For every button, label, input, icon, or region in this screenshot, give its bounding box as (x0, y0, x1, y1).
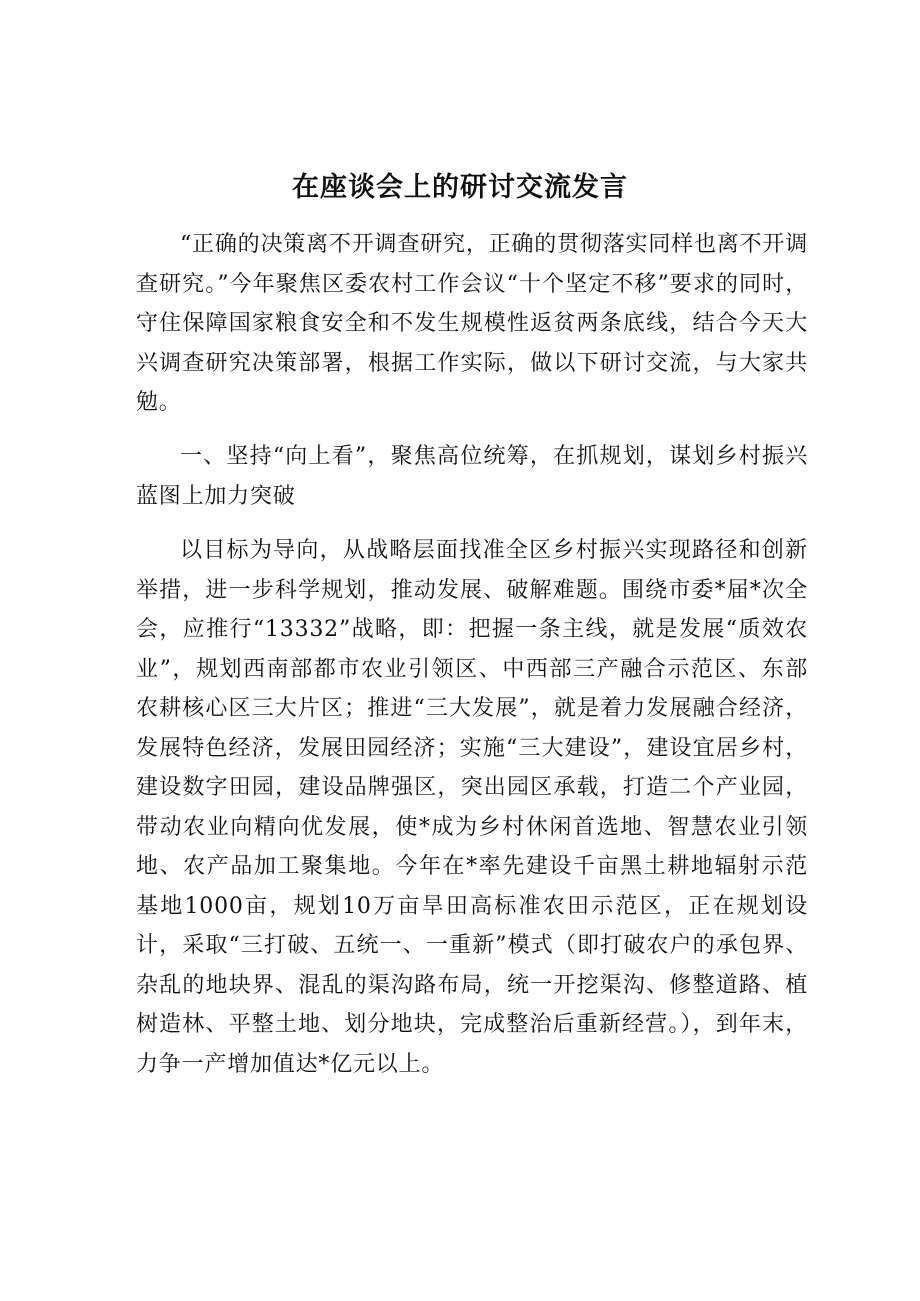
intro-paragraph: “正确的决策离不开调查研究，正确的贯彻落实同样也离不开调查研究。”今年聚焦区委农村工作会议“十个坚定不移”要求的同时，守住保障国家粮食安全和不发生规模性返贫两条底线，结合今天大兴调查研究决策部署，根据工作实际，做以下研讨交流，与大家共勉。 (136, 232, 808, 415)
document-title: 在座谈会上的研讨交流发言 (292, 172, 628, 203)
section-heading-1: 一、坚持“向上看”，聚焦高位统筹，在抓规划，谋划乡村振兴蓝图上加力突破 (136, 444, 808, 509)
body-paragraph: 以目标为导向，从战略层面找准全区乡村振兴实现路径和创新举措，进一步科学规划，推动发展、破解难题。围绕市委*届*次全会，应推行“13332”战略，即：把握一条主线，就是发展“质效农业”，规划西南部都市农业引领区、中西部三产融合示范区、东部农耕核心区三大片区；推进“三大发展”，就是着力发展融合经济，发展特色经济，发展田园经济；实施“三大建设”，建设宜居乡村，建设数字田园，建设品牌强区，突出园区承载，打造二个产业园，带动农业向精向优发展，使*成为乡村休闲首选地、智慧农业引领地、农产品加工聚集地。今年在*率先建设千亩黑土耕地辐射示范基地1000亩，规划10万亩旱田高标准农田示范区，正在规划设计，采取“三打破、五统一、一重新”模式（即打破农户的承包界、杂乱的地块界、混乱的渠沟路布局，统一开挖渠沟、修整道路、植树造林、平整土地、划分地块，完成整治后重新经营。），到年末，力争一产增加值达*亿元以上。 (136, 538, 808, 1077)
